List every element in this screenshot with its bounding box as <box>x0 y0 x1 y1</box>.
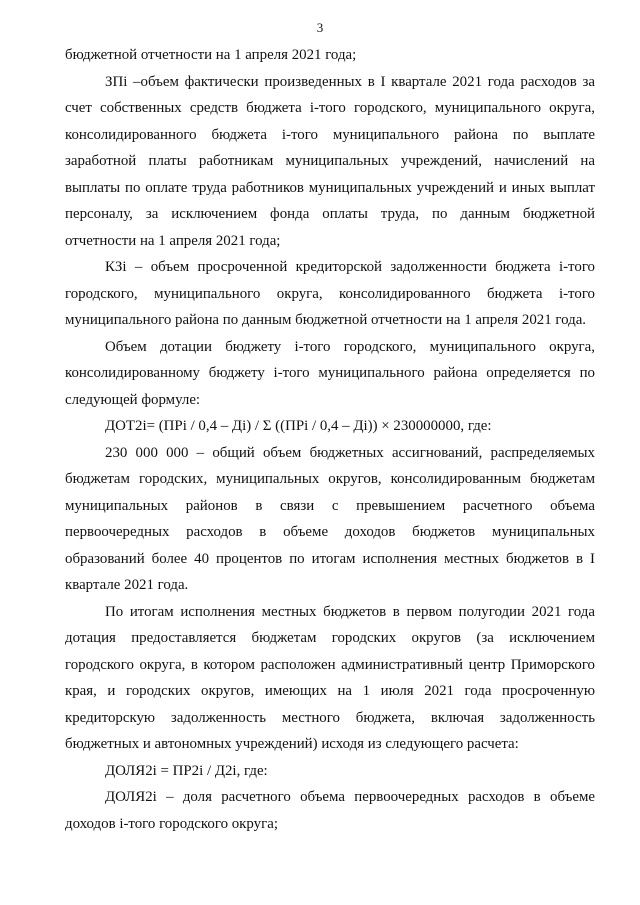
formula-dolya2: ДОЛЯ2і = ПР2і / Д2і, где: <box>105 762 268 779</box>
page-number: 3 <box>316 20 324 35</box>
paragraph-dolya2-definition: ДОЛЯ2і – доля расчетного объема первоочередных расходов в объеме доходов і-того городского округа; <box>65 789 595 832</box>
paragraph-half-year-results: По итогам исполнения местных бюджетов в первом полугодии 2021 года дотация предоставляется бюджетам городских округов (за исключением городского округа, в котором расположен административный центр Приморского края, и городских округов, имеющих на 1 июля 2021 года просроченную кредиторскую задолженность местного бюджета, включая задолженность бюджетных и автономных учреждений) исходя из следующего расчета: <box>65 603 595 752</box>
formula-dot2: ДОТ2і= (ПРі / 0,4 – Ді) / Σ ((ПРі / 0,4 – Ді)) × 230000000, где: <box>105 418 492 434</box>
paragraph-zp-definition: ЗПі –объем фактически произведенных в І квартале 2021 года расходов за счет собственных средств бюджета і-того городского, муниципального округа, консолидированного бюджета і-того муниципального района по выплате заработной платы работникам муниципальных учреждений, начислений на выплаты по оплате труда работников муниципальных учреждений и иных выплат персоналу, за исключением фонда оплаты труда, по данным бюджетной отчетности на 1 апреля 2021 года; <box>65 73 595 249</box>
paragraph-total-allocation: 230 000 000 – общий объем бюджетных ассигнований, распределяемых бюджетам городских, муниципальных округов, консолидированным бюджетам муниципальных районов в связи с превышением расчетного объема первоочередных расходов в объеме доходов бюджетов муниципальных образований более 40 процентов по итогам исполнения местных бюджетов в І квартале 2021 года. <box>65 444 595 593</box>
paragraph-kz-definition: КЗі – объем просроченной кредиторской задолженности бюджета і-того городского, муниципального округа, консолидированного бюджета і-того муниципального района по данным бюджетной отчетности на 1 апреля 2021 года. <box>65 259 595 328</box>
paragraph-continuation: бюджетной отчетности на 1 апреля 2021 года; <box>65 47 357 63</box>
document-body <box>65 42 595 837</box>
paragraph-subsidy-volume: Объем дотации бюджету і-того городского, муниципального округа, консолидированному бюджету і-того муниципального района определяется по следующей формуле: <box>65 338 595 408</box>
